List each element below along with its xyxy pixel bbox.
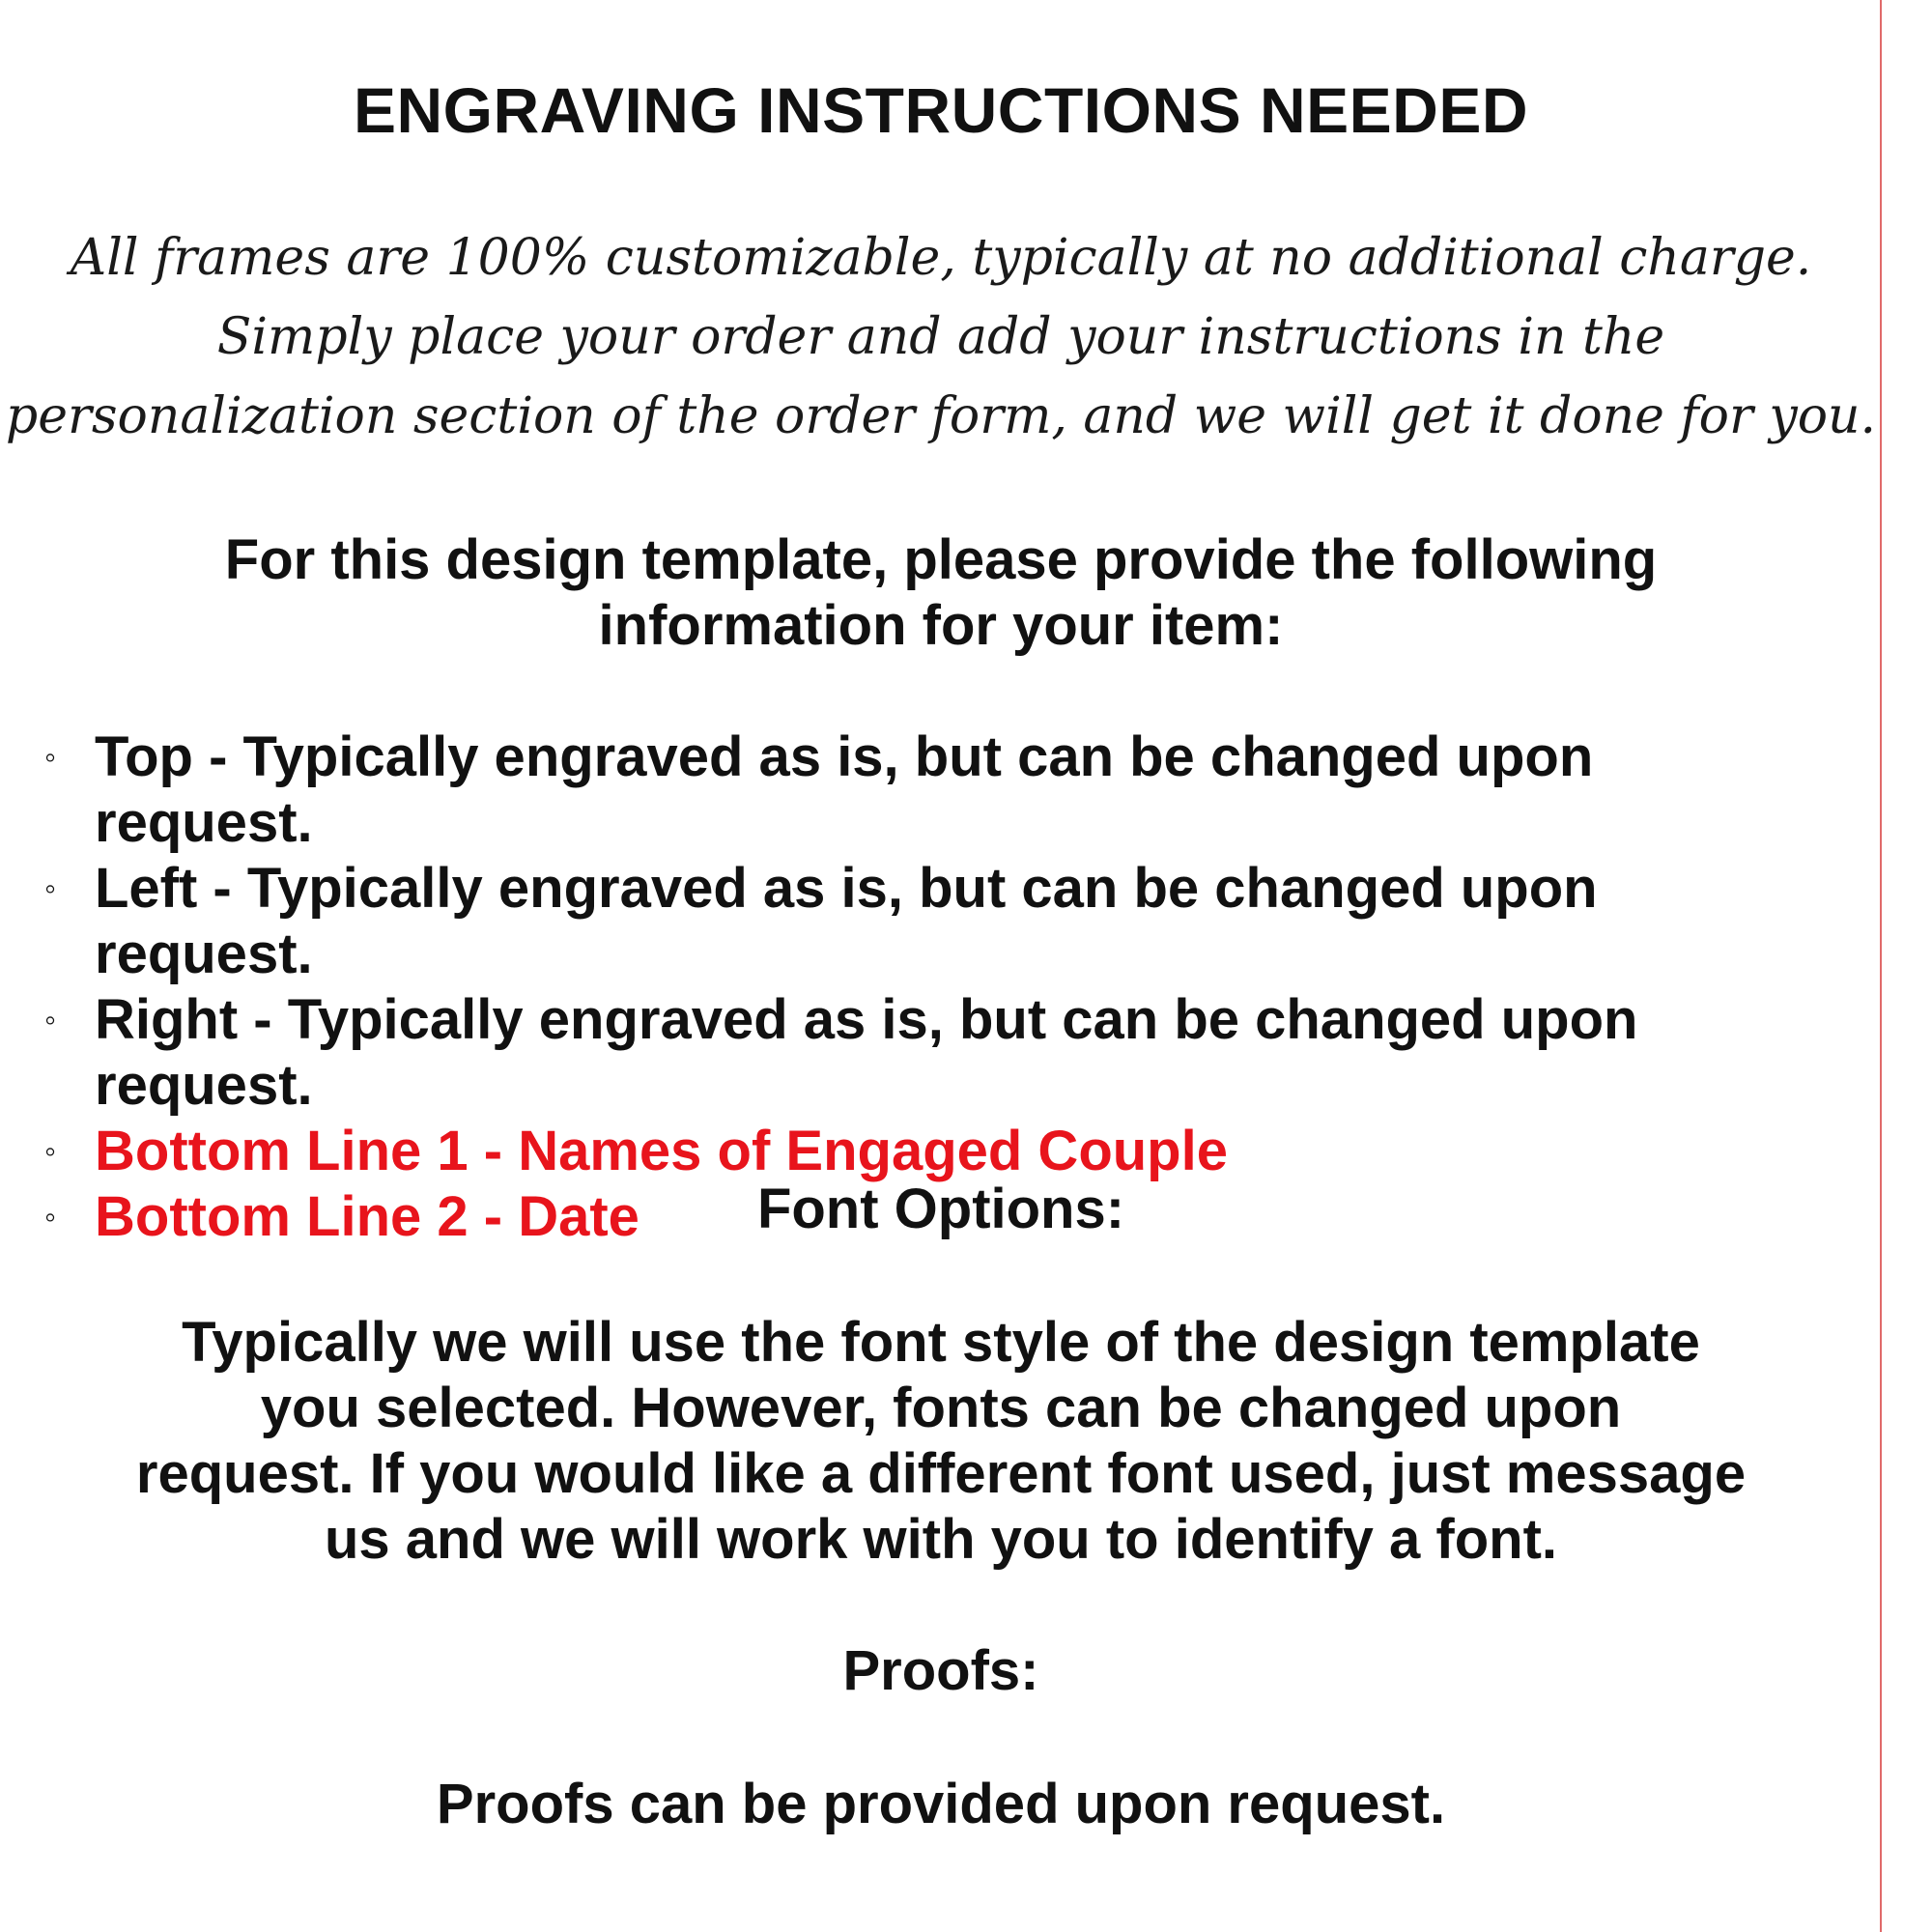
list-item-text: Bottom Line 2 - Date	[95, 1185, 639, 1248]
bullet-circle-icon: ◦	[44, 1199, 57, 1236]
proofs-text: Proofs can be provided upon request.	[436, 1773, 1446, 1835]
list-item-bottom-line-1	[44, 1119, 1880, 1184]
page-title: ENGRAVING INSTRUCTIONS NEEDED	[353, 74, 1529, 146]
font-options-line: request. If you would like a different font used, just message	[135, 1442, 1747, 1505]
information-request	[0, 527, 1882, 659]
bullet-circle-icon: ◦	[44, 1133, 57, 1170]
font-options-heading: Font Options:	[756, 1178, 1125, 1240]
font-options-text	[0, 1310, 1882, 1573]
list-item-top	[44, 724, 1880, 856]
list-item-text: Right - Typically engraved as is, but can be changed upon request.	[95, 988, 1638, 1117]
bullet-circle-icon: ◦	[44, 1002, 57, 1038]
list-item-right	[44, 987, 1880, 1119]
font-options-line: us and we will work with you to identify a font.	[324, 1508, 1558, 1571]
proofs-heading: Proofs:	[842, 1639, 1039, 1702]
list-item-text: Bottom Line 1 - Names of Engaged Couple	[95, 1120, 1228, 1182]
customization-note-line: personalization section of the order form, and we will get it done for you.	[5, 387, 1877, 445]
bullet-circle-icon: ◦	[44, 739, 57, 776]
engraving-fields-list	[44, 724, 1880, 1250]
information-request-line: For this design template, please provide the following	[224, 528, 1658, 591]
bullet-circle-icon: ◦	[44, 870, 57, 907]
font-options-line: Typically we will use the font style of the design template	[182, 1311, 1700, 1374]
customization-note-line: Simply place your order and add your instructions in the	[216, 308, 1665, 366]
customization-note	[0, 218, 1882, 456]
information-request-line: information for your item:	[598, 594, 1284, 657]
customization-note-line: All frames are 100% customizable, typically at no additional charge.	[70, 229, 1812, 287]
font-options-line: you selected. However, fonts can be changed upon	[260, 1377, 1622, 1439]
list-item-left	[44, 856, 1880, 987]
list-item-text: Top - Typically engraved as is, but can be changed upon request.	[95, 725, 1594, 854]
list-item-text: Left - Typically engraved as is, but can be changed upon request.	[95, 857, 1598, 985]
